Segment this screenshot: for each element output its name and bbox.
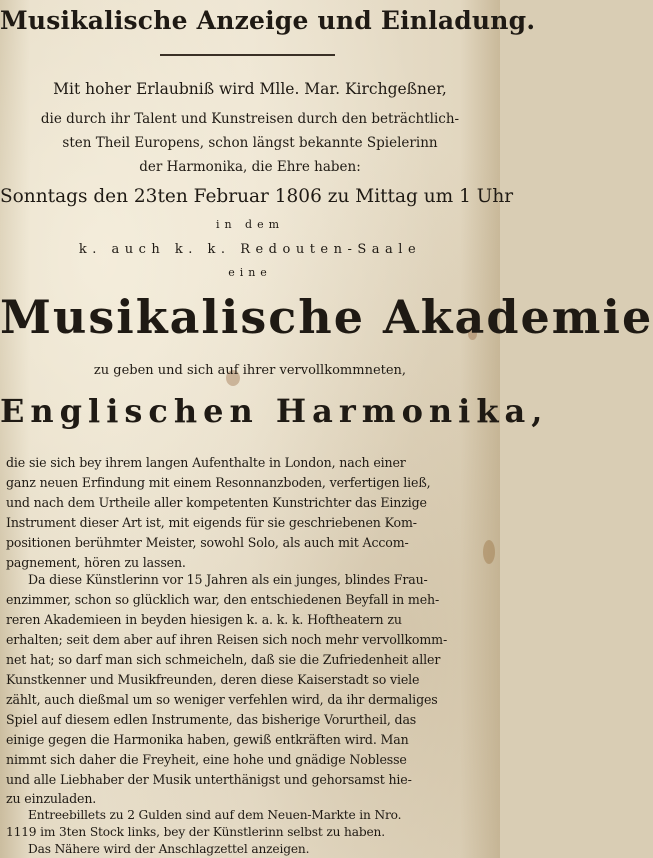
body-line: einige gegen die Harmonika haben, gewiß entkräften wird. Man [6,732,409,747]
body-line: nimmt sich daher die Freyheit, eine hohe und gnädige Noblesse [6,752,407,767]
body-line: net hat; so darf man sich schmeicheln, daß sie die Zufriedenheit aller [6,652,441,667]
intro-line: sten Theil Europens, schon längst bekannte Spielerinn [62,135,438,151]
document-title: Musikalische Anzeige und Einladung. [0,6,536,35]
body-line: positionen berühmter Meister, sowohl Solo, als auch mit Accom- [6,535,409,550]
intro-line: der Harmonika, die Ehre haben: [139,159,361,175]
body-line: reren Akademieen in beyden hiesigen k. a. k. k. Hoftheatern zu [6,612,402,627]
body-line: zu einzuladen. [6,791,97,806]
ticket-line: Das Nähere wird der Anschlagzettel anzeigen. [28,842,310,856]
concert-date: Sonntags den 23ten Februar 1806 zu Mittag um 1 Uhr [0,186,514,207]
venue-line: k. auch k. k. Redouten-Saale [78,242,422,257]
instrument-heading: Englischen Harmonika, [0,392,549,430]
body-line: pagnement, hören zu lassen. [6,555,186,570]
body-line: Spiel auf diesem edlen Instrumente, das bisherige Vorurtheil, das [6,712,417,727]
body-line: die sie sich bey ihrem langen Aufenthalte in London, nach einer [6,455,406,470]
body-line: und nach dem Urtheile aller kompetenten Kunstrichter das Einzige [6,495,427,510]
body-line: ganz neuen Erfindung mit einem Resonnanzboden, verfertigen ließ, [6,475,431,490]
body-line: enzimmer, schon so glücklich war, den entschiedenen Beyfall in meh- [6,592,440,607]
ticket-line: Entreebillets zu 2 Gulden sind auf dem Neuen-Markte in Nro. [28,808,402,822]
title-divider [160,54,335,56]
to-give-line: zu geben und sich auf ihrer vervollkommneten, [93,363,407,378]
body-line: erhalten; seit dem aber auf ihren Reisen sich noch mehr vervollkomm- [6,632,448,647]
body-line: zählt, auch dießmal um so weniger verfehlen wird, da ihr dermaliges [6,692,438,707]
intro-line: Mit hoher Erlaubniß wird Mlle. Mar. Kirchgeßner, [53,80,447,98]
headline: Musikalische Akademie [0,290,653,344]
intro-line: die durch ihr Talent und Kunstreisen durch den beträchtlich- [40,111,460,127]
body-line: und alle Liebhaber der Musik unterthänigst und gehorsamst hie- [6,772,412,787]
body-line: Kunstkenner und Musikfreunden, deren diese Kaiserstadt so viele [6,672,420,687]
ticket-line: 1119 im 3ten Stock links, bey der Künstlerinn selbst zu haben. [6,825,385,839]
in-dem-line: in dem [215,218,285,231]
eine-line: eine [228,266,272,279]
body-line: Da diese Künstlerinn vor 15 Jahren als ein junges, blindes Frau- [28,572,428,587]
body-line: Instrument dieser Art ist, mit eigends für sie geschriebenen Kom- [6,515,417,530]
